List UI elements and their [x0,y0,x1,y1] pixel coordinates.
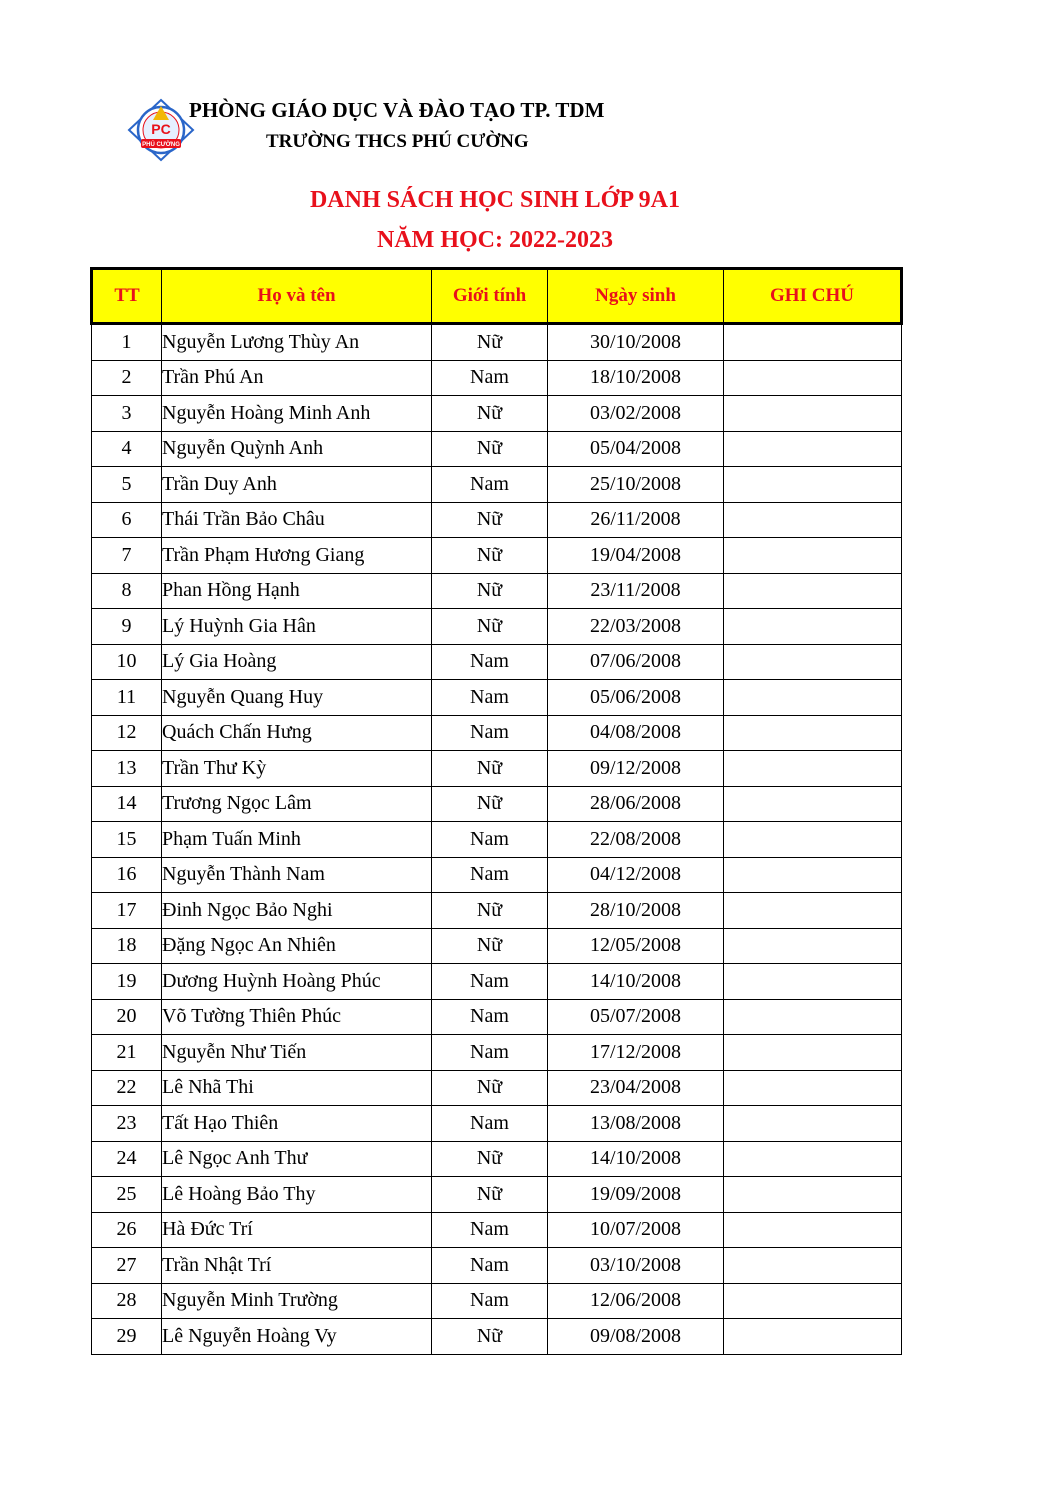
note-cell [724,573,902,609]
student-name: Dương Huỳnh Hoàng Phúc [162,964,432,1000]
table-row [92,680,902,716]
table-row [92,324,902,361]
gender: Nam [432,1283,548,1319]
row-number: 8 [92,573,162,609]
note-cell [724,538,902,574]
row-number: 6 [92,502,162,538]
note-cell [724,822,902,858]
date-of-birth: 17/12/2008 [548,1035,724,1071]
table-row [92,1035,902,1071]
student-name: Đinh Ngọc Bảo Nghi [162,893,432,929]
gender: Nam [432,1248,548,1284]
note-cell [724,964,902,1000]
table-row [92,715,902,751]
student-name: Trương Ngọc Lâm [162,786,432,822]
student-name: Nguyễn Lương Thùy An [162,324,432,361]
date-of-birth: 23/11/2008 [548,573,724,609]
table-row [92,751,902,787]
note-cell [724,396,902,432]
date-of-birth: 13/08/2008 [548,1106,724,1142]
student-name: Phạm Tuấn Minh [162,822,432,858]
note-cell [724,715,902,751]
student-name: Lê Hoàng Bảo Thy [162,1177,432,1213]
student-name: Trần Phú An [162,360,432,396]
date-of-birth: 26/11/2008 [548,502,724,538]
note-cell [724,1283,902,1319]
student-name: Thái Trần Bảo Châu [162,502,432,538]
table-row [92,1106,902,1142]
row-number: 2 [92,360,162,396]
student-name: Nguyễn Quang Huy [162,680,432,716]
column-header-dob: Ngày sinh [548,269,724,324]
logo-text-top: PC [151,121,171,137]
date-of-birth: 19/09/2008 [548,1177,724,1213]
table-row [92,999,902,1035]
table-row [92,1070,902,1106]
student-name: Võ Tường Thiên Phúc [162,999,432,1035]
student-name: Đặng Ngọc An Nhiên [162,928,432,964]
gender: Nữ [432,1141,548,1177]
table-row [92,786,902,822]
table-row [92,1177,902,1213]
row-number: 3 [92,396,162,432]
student-name: Nguyễn Minh Trường [162,1283,432,1319]
student-name: Quách Chấn Hưng [162,715,432,751]
row-number: 7 [92,538,162,574]
gender: Nam [432,1035,548,1071]
student-name: Nguyễn Thành Nam [162,857,432,893]
note-cell [724,1177,902,1213]
column-header-name: Họ và tên [162,269,432,324]
date-of-birth: 04/08/2008 [548,715,724,751]
row-number: 29 [92,1319,162,1355]
table-row [92,893,902,929]
table-row [92,396,902,432]
row-number: 9 [92,609,162,645]
date-of-birth: 28/10/2008 [548,893,724,929]
table-row [92,573,902,609]
gender: Nữ [432,573,548,609]
student-name: Trần Duy Anh [162,467,432,503]
student-name: Nguyễn Quỳnh Anh [162,431,432,467]
date-of-birth: 05/07/2008 [548,999,724,1035]
gender: Nữ [432,928,548,964]
student-name: Lý Huỳnh Gia Hân [162,609,432,645]
gender: Nam [432,680,548,716]
gender: Nam [432,1106,548,1142]
table-row [92,644,902,680]
note-cell [724,1141,902,1177]
column-header-note: GHI CHÚ [724,269,902,324]
gender: Nữ [432,502,548,538]
row-number: 16 [92,857,162,893]
student-name: Trần Nhật Trí [162,1248,432,1284]
student-name: Lê Nguyễn Hoàng Vy [162,1319,432,1355]
date-of-birth: 03/02/2008 [548,396,724,432]
date-of-birth: 12/06/2008 [548,1283,724,1319]
date-of-birth: 18/10/2008 [548,360,724,396]
date-of-birth: 25/10/2008 [548,467,724,503]
gender: Nam [432,715,548,751]
gender: Nam [432,999,548,1035]
document-title: DANH SÁCH HỌC SINH LỚP 9A1 [309,187,681,213]
student-name: Lê Nhã Thi [162,1070,432,1106]
table-row [92,1319,902,1355]
student-name: Tất Hạo Thiên [162,1106,432,1142]
date-of-birth: 03/10/2008 [548,1248,724,1284]
gender: Nữ [432,396,548,432]
note-cell [724,1212,902,1248]
table-row [92,360,902,396]
school-logo-icon [127,98,195,162]
table-row [92,822,902,858]
note-cell [724,999,902,1035]
gender: Nam [432,644,548,680]
table-row [92,964,902,1000]
logo-text-bottom: PHÚ CƯỜNG [142,142,180,148]
date-of-birth: 19/04/2008 [548,538,724,574]
gender: Nữ [432,1070,548,1106]
gender: Nam [432,857,548,893]
student-name: Nguyễn Hoàng Minh Anh [162,396,432,432]
column-header-gender: Giới tính [432,269,548,324]
date-of-birth: 09/12/2008 [548,751,724,787]
row-number: 26 [92,1212,162,1248]
gender: Nữ [432,1177,548,1213]
table-body [92,324,902,1355]
table-row [92,857,902,893]
school-year: NĂM HỌC: 2022-2023 [377,227,613,253]
table-row [92,1283,902,1319]
gender: Nam [432,964,548,1000]
note-cell [724,467,902,503]
date-of-birth: 05/04/2008 [548,431,724,467]
table-header-row [92,269,902,324]
note-cell [724,893,902,929]
row-number: 27 [92,1248,162,1284]
gender: Nữ [432,786,548,822]
row-number: 1 [92,324,162,361]
row-number: 23 [92,1106,162,1142]
date-of-birth: 22/03/2008 [548,609,724,645]
table-row [92,609,902,645]
gender: Nam [432,467,548,503]
date-of-birth: 10/07/2008 [548,1212,724,1248]
gender: Nữ [432,1319,548,1355]
note-cell [724,751,902,787]
student-name: Hà Đức Trí [162,1212,432,1248]
row-number: 18 [92,928,162,964]
note-cell [724,609,902,645]
table-row [92,1248,902,1284]
student-name: Lê Ngọc Anh Thư [162,1141,432,1177]
student-name: Trần Thư Kỳ [162,751,432,787]
note-cell [724,786,902,822]
note-cell [724,857,902,893]
note-cell [724,644,902,680]
note-cell [724,1106,902,1142]
table-row [92,431,902,467]
row-number: 15 [92,822,162,858]
row-number: 25 [92,1177,162,1213]
gender: Nam [432,1212,548,1248]
date-of-birth: 12/05/2008 [548,928,724,964]
date-of-birth: 14/10/2008 [548,1141,724,1177]
row-number: 13 [92,751,162,787]
student-name: Nguyễn Như Tiến [162,1035,432,1071]
school-name: TRƯỜNG THCS PHÚ CƯỜNG [266,131,529,152]
table-row [92,502,902,538]
table-row [92,467,902,503]
note-cell [724,1319,902,1355]
row-number: 11 [92,680,162,716]
row-number: 19 [92,964,162,1000]
row-number: 14 [92,786,162,822]
gender: Nữ [432,751,548,787]
gender: Nữ [432,324,548,361]
row-number: 28 [92,1283,162,1319]
row-number: 24 [92,1141,162,1177]
note-cell [724,502,902,538]
note-cell [724,431,902,467]
date-of-birth: 05/06/2008 [548,680,724,716]
date-of-birth: 04/12/2008 [548,857,724,893]
date-of-birth: 22/08/2008 [548,822,724,858]
date-of-birth: 07/06/2008 [548,644,724,680]
date-of-birth: 14/10/2008 [548,964,724,1000]
gender: Nữ [432,431,548,467]
table-row [92,1212,902,1248]
note-cell [724,1248,902,1284]
gender: Nam [432,360,548,396]
note-cell [724,680,902,716]
row-number: 21 [92,1035,162,1071]
row-number: 17 [92,893,162,929]
note-cell [724,1035,902,1071]
student-name: Phan Hồng Hạnh [162,573,432,609]
note-cell [724,928,902,964]
row-number: 10 [92,644,162,680]
date-of-birth: 30/10/2008 [548,324,724,361]
gender: Nữ [432,893,548,929]
note-cell [724,360,902,396]
gender: Nam [432,822,548,858]
student-table [90,267,903,1355]
row-number: 4 [92,431,162,467]
row-number: 20 [92,999,162,1035]
note-cell [724,324,902,361]
student-name: Trần Phạm Hương Giang [162,538,432,574]
student-name: Lý Gia Hoàng [162,644,432,680]
row-number: 22 [92,1070,162,1106]
gender: Nữ [432,538,548,574]
date-of-birth: 28/06/2008 [548,786,724,822]
note-cell [724,1070,902,1106]
column-header-tt: TT [92,269,162,324]
department-name: PHÒNG GIÁO DỤC VÀ ĐÀO TẠO TP. TDM [189,98,605,122]
table-row [92,928,902,964]
date-of-birth: 09/08/2008 [548,1319,724,1355]
table-row [92,538,902,574]
row-number: 12 [92,715,162,751]
row-number: 5 [92,467,162,503]
gender: Nữ [432,609,548,645]
table-row [92,1141,902,1177]
date-of-birth: 23/04/2008 [548,1070,724,1106]
